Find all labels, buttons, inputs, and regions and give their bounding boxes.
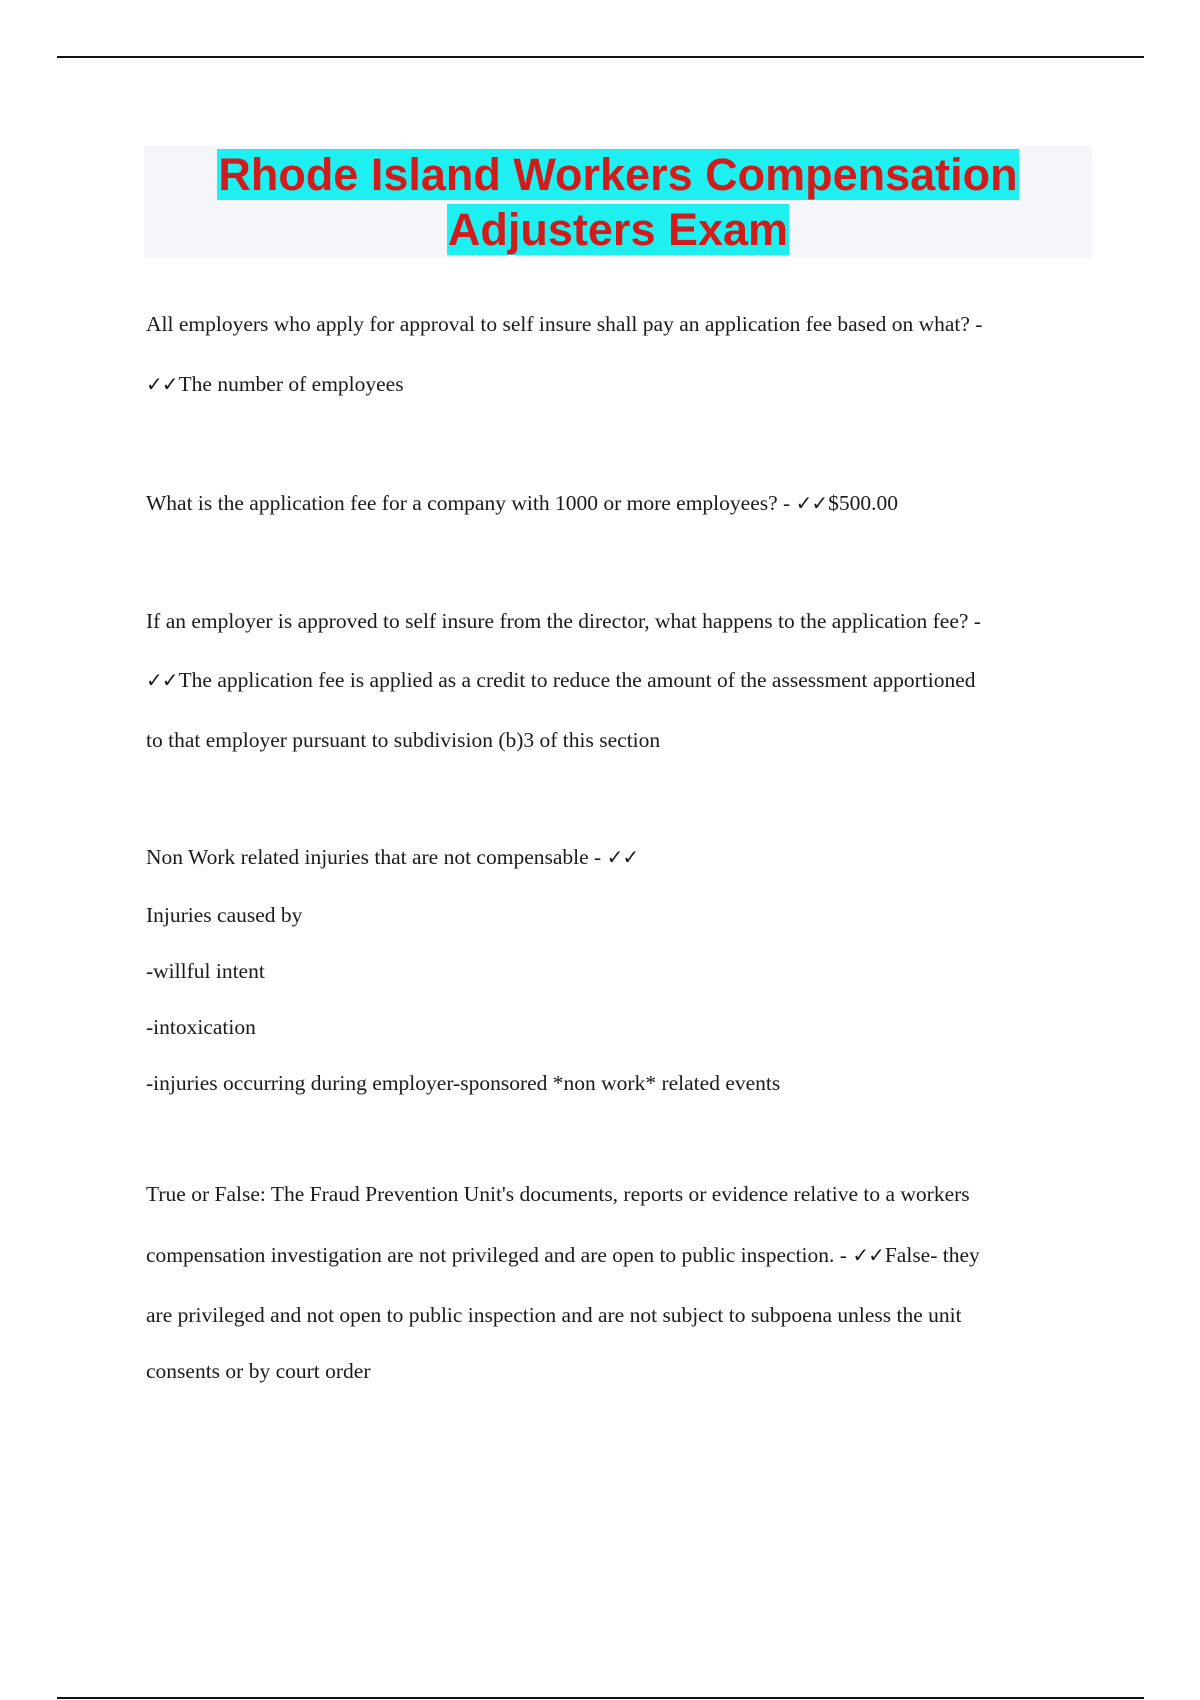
title-line-1: Rhode Island Workers Compensation <box>218 149 1018 200</box>
answer-5-value: False- they <box>884 1243 980 1267</box>
answer-4-line-3: -intoxication <box>146 1015 256 1039</box>
top-rule <box>57 56 1144 58</box>
double-check-icon: ✓✓ <box>146 372 178 396</box>
answer-4-line-4: -injuries occurring during employer-sponsored *non work* related events <box>146 1071 781 1095</box>
answer-1-value: The number of employees <box>178 372 404 396</box>
answer-5-line-1: are privileged and not open to public inspection and are not subject to subpoena unless the unit <box>146 1303 962 1327</box>
question-5-line-2 <box>146 1243 980 1268</box>
answer-3-line-1 <box>146 668 976 693</box>
answer-3-line-2: to that employer pursuant to subdivision (b)3 of this section <box>146 728 661 752</box>
double-check-icon: ✓✓ <box>852 1243 884 1267</box>
question-2-text <box>146 491 898 516</box>
question-5-value: compensation investigation are not privileged and are open to public inspection. - <box>146 1243 853 1267</box>
double-check-icon: ✓✓ <box>146 668 178 692</box>
double-check-icon: ✓✓ <box>795 491 828 515</box>
answer-5-line-2: consents or by court order <box>146 1359 371 1383</box>
question-1-text: All employers who apply for approval to self insure shall pay an application fee based on what? - <box>146 312 983 336</box>
question-3-text: If an employer is approved to self insure from the director, what happens to the application fee? - <box>146 609 981 633</box>
title-line-2: Adjusters Exam <box>447 204 789 255</box>
answer-4-line-2: -willful intent <box>146 959 265 983</box>
document-title <box>144 146 1092 258</box>
question-2-value: What is the application fee for a company with 1000 or more employees? - <box>146 491 796 515</box>
answer-2-value: $500.00 <box>828 491 898 515</box>
answer-3-value: The application fee is applied as a credit to reduce the amount of the assessment apportioned <box>178 668 976 692</box>
question-4-value: Non Work related injuries that are not compensable - <box>146 845 607 869</box>
double-check-icon: ✓✓ <box>606 845 639 869</box>
answer-1-text <box>146 372 404 397</box>
question-4-text <box>146 845 639 870</box>
answer-4-line-1: Injuries caused by <box>146 903 303 927</box>
bottom-rule <box>57 1697 1144 1699</box>
question-5-line-1: True or False: The Fraud Prevention Unit's documents, reports or evidence relative to a workers <box>146 1182 970 1206</box>
